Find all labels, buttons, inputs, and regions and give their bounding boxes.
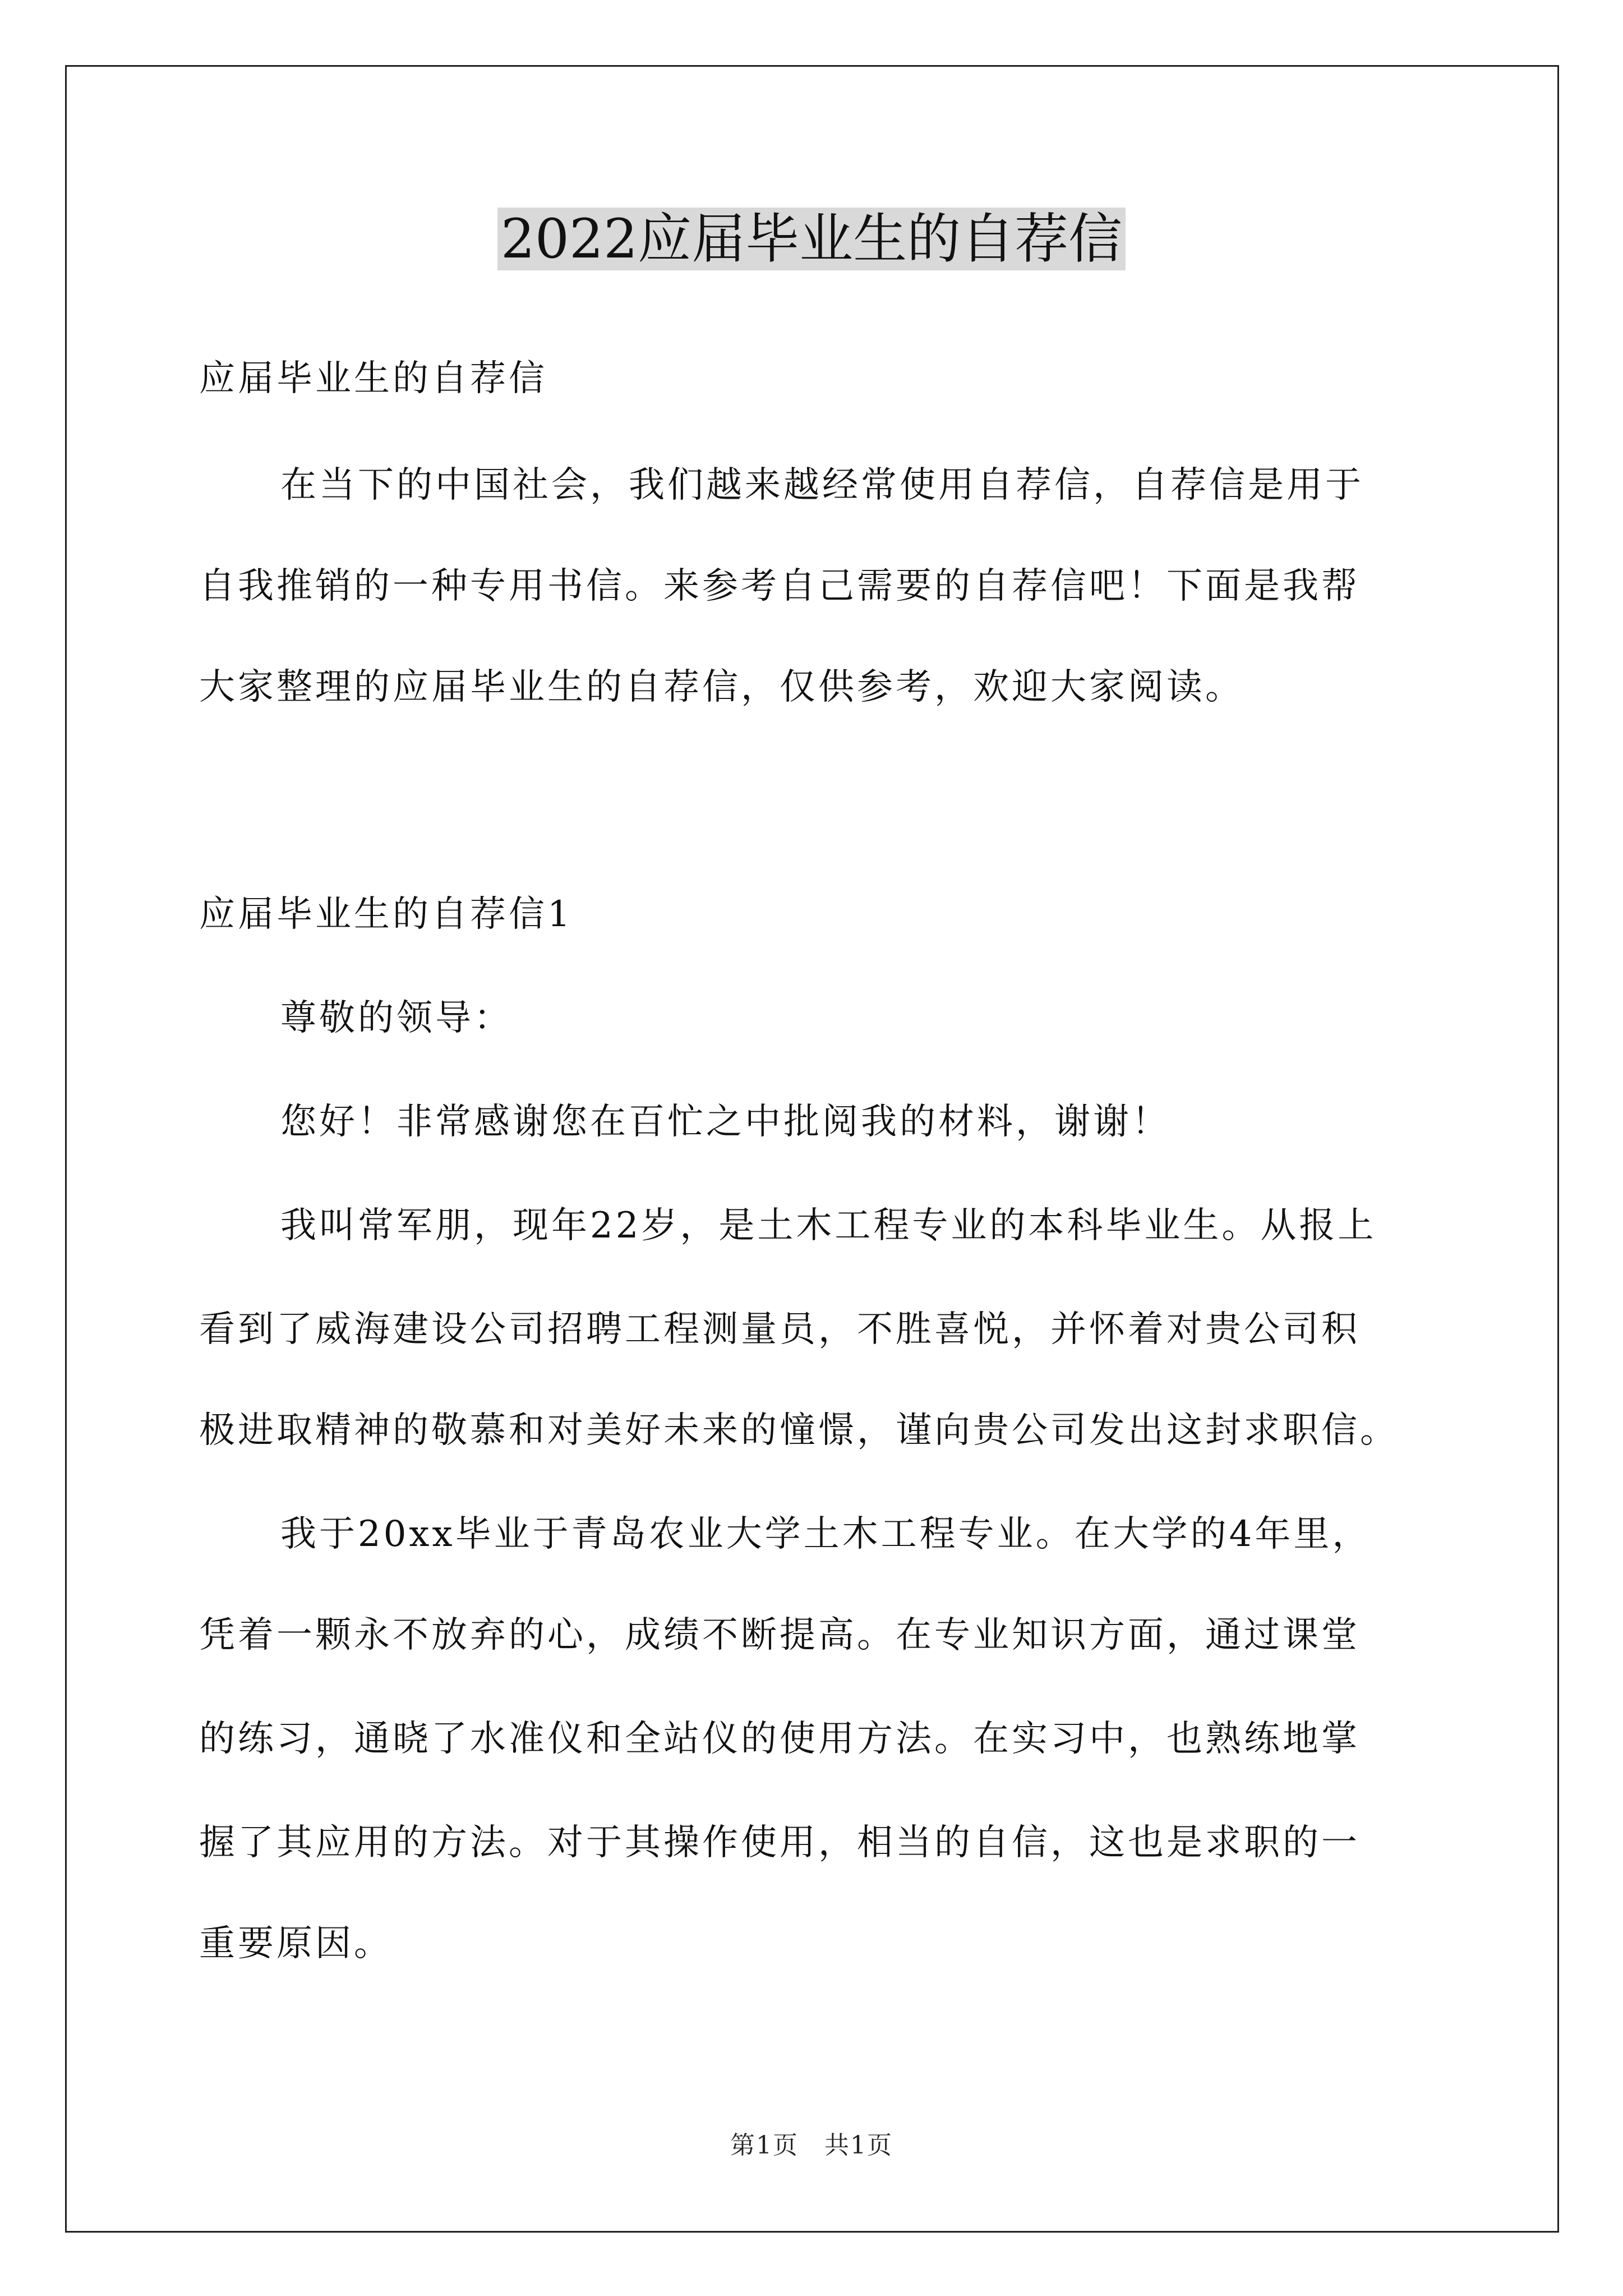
para2-line-4: 握了其应用的方法。对于其操作使用，相当的自信，这也是求职的一 bbox=[199, 1822, 1360, 1864]
greeting-line: 您好！非常感谢您在百忙之中批阅我的材料，谢谢！ bbox=[280, 1101, 1170, 1143]
para2-line-5: 重要原因。 bbox=[199, 1923, 393, 1964]
intro-line-3: 大家整理的应届毕业生的自荐信，仅供参考，欢迎大家阅读。 bbox=[199, 666, 1244, 708]
intro-line-1: 在当下的中国社会，我们越来越经常使用自荐信，自荐信是用于 bbox=[280, 464, 1364, 506]
para1-line-2: 看到了威海建设公司招聘工程测量员，不胜喜悦，并怀着对贵公司积 bbox=[199, 1309, 1360, 1350]
section-heading: 应届毕业生的自荐信1 bbox=[199, 894, 573, 935]
intro-line-2: 自我推销的一种专用书信。来参考自己需要的自荐信吧！下面是我帮 bbox=[199, 565, 1360, 607]
para1-line-3: 极进取精神的敬慕和对美好未来的憧憬，谨向贵公司发出这封求职信。 bbox=[199, 1410, 1399, 1451]
para1-line-1: 我叫常军朋，现年22岁，是土木工程专业的本科毕业生。从报上 bbox=[280, 1205, 1377, 1246]
subtitle: 应届毕业生的自荐信 bbox=[199, 358, 547, 399]
title-text: 2022应届毕业生的自荐信 bbox=[497, 208, 1126, 270]
para2-line-3: 的练习，通晓了水准仪和全站仪的使用方法。在实习中，也熟练地掌 bbox=[199, 1718, 1360, 1760]
para2-line-2: 凭着一颗永不放弃的心，成绩不断提高。在专业知识方面，通过课堂 bbox=[199, 1614, 1360, 1656]
document-title bbox=[0, 200, 1623, 278]
salutation: 尊敬的领导： bbox=[280, 997, 513, 1039]
para2-line-1: 我于20xx毕业于青岛农业大学土木工程专业。在大学的4年里， bbox=[280, 1513, 1371, 1555]
page-footer: 第1页 共1页 bbox=[730, 2131, 893, 2160]
